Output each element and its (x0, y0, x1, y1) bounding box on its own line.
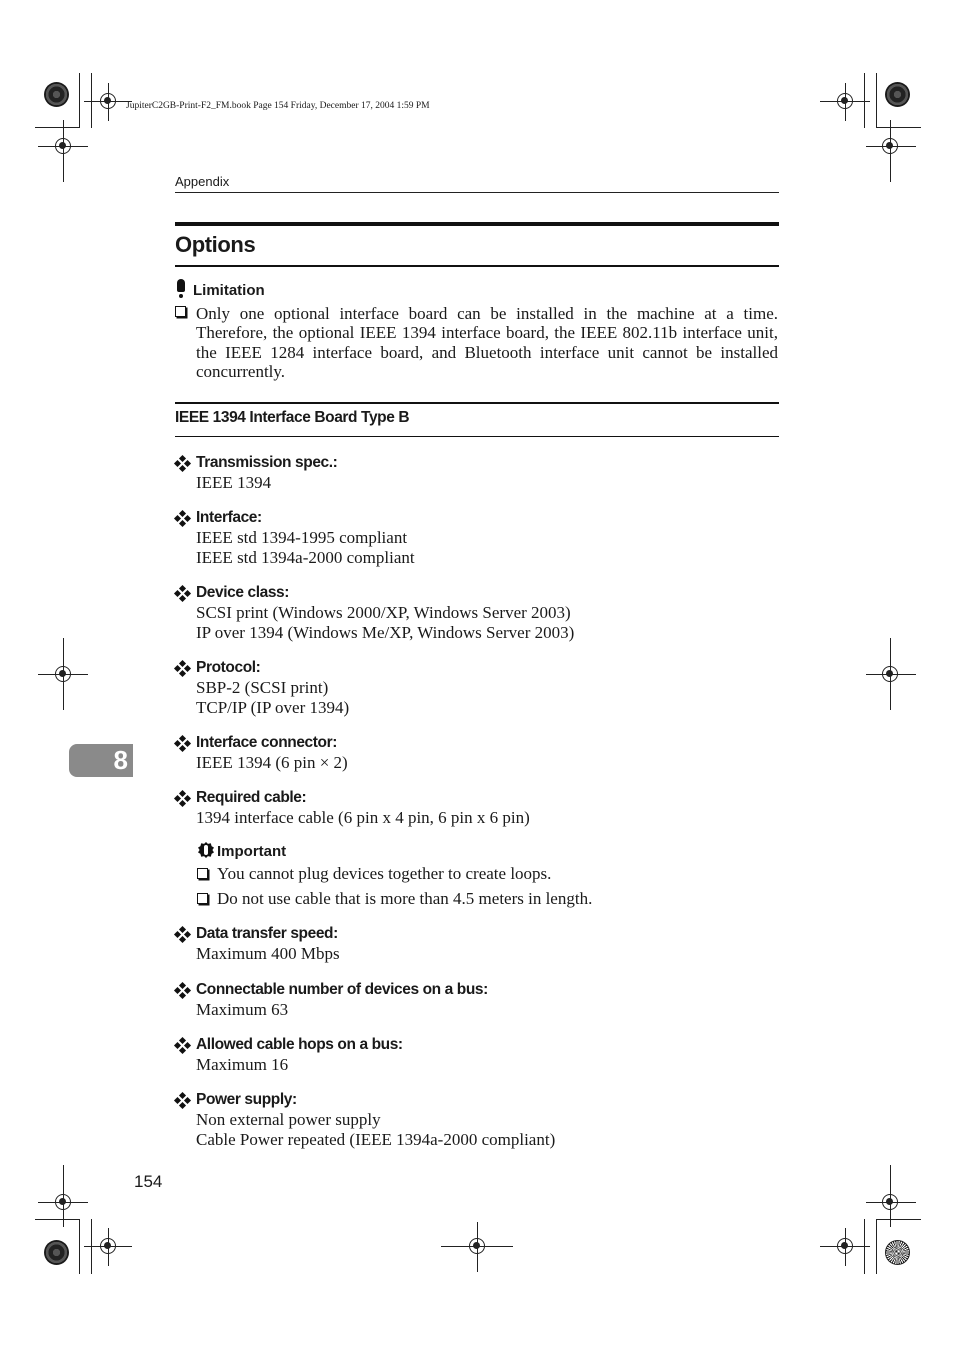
spec-value: IP over 1394 (Windows Me/XP, Windows Server 2003) (196, 622, 575, 642)
spec-item (175, 453, 337, 493)
chapter-tab: 8 (69, 744, 133, 777)
spec-value: Cable Power repeated (IEEE 1394a-2000 compliant) (196, 1129, 556, 1149)
checkbox-bullet-icon (197, 893, 208, 904)
crosshair-target-icon (55, 666, 71, 682)
title-rule (175, 222, 779, 226)
crosshair-target-icon (882, 666, 898, 682)
spec-value: SCSI print (Windows 2000/XP, Windows Server 2003) (196, 603, 571, 622)
crosshair-target-icon (100, 93, 116, 109)
important-item (197, 864, 551, 883)
important-label: Important (217, 842, 287, 860)
crosshair-target-icon (882, 1194, 898, 1210)
important-item (197, 889, 592, 908)
crosshair-target-icon (100, 1238, 116, 1254)
spec-item (175, 733, 348, 773)
spec-value: Maximum 400 Mbps (196, 944, 340, 963)
limitation-text: Only one optional interface board can be installed in the machine at a time. Therefore, the optional IEEE 1394 interface board, the IEEE 802.11b interface unit, the IEEE 1284 interface board, and Bluetooth interface unit cannot be installed concurrently. (196, 304, 778, 381)
limitation-label: Limitation (193, 282, 265, 299)
spec-item (175, 583, 574, 642)
spec-value: IEEE 1394 (6 pin × 2) (196, 753, 348, 772)
spec-label: Transmission spec.: (196, 454, 338, 471)
limitation-heading (175, 279, 265, 299)
page-number: 154 (134, 1172, 163, 1191)
title-rule (175, 265, 779, 267)
diamond-bullet-icon (175, 511, 190, 526)
spec-value: IEEE std 1394-1995 compliant (196, 528, 408, 547)
crosshair-target-icon (837, 1238, 853, 1254)
diamond-bullet-icon (175, 661, 190, 676)
registration-disc-icon (885, 1240, 910, 1265)
spec-label: Protocol: (196, 659, 261, 676)
spec-item (175, 924, 340, 964)
page-title: Options (175, 232, 256, 257)
spec-value: Maximum 16 (196, 1055, 289, 1074)
spec-value: IEEE std 1394a-2000 compliant (196, 547, 415, 567)
registration-disc-icon (885, 82, 910, 107)
diamond-bullet-icon (175, 983, 190, 998)
diamond-bullet-icon (175, 927, 190, 942)
spec-item (175, 980, 488, 1020)
diamond-bullet-icon (175, 1093, 190, 1108)
spec-label: Allowed cable hops on a bus: (196, 1036, 403, 1053)
crosshair-target-icon (55, 1194, 71, 1210)
spec-value: Non external power supply (196, 1110, 381, 1129)
header-rule (175, 192, 779, 193)
spec-item (175, 658, 349, 717)
important-item-text: Do not use cable that is more than 4.5 meters in length. (217, 889, 593, 908)
spec-label: Interface: (196, 509, 262, 526)
spec-label: Device class: (196, 584, 290, 601)
spec-label: Data transfer speed: (196, 925, 338, 942)
crosshair-target-icon (837, 93, 853, 109)
spec-value: IEEE 1394 (196, 473, 272, 492)
important-heading (197, 841, 286, 861)
registration-disc-icon (44, 82, 69, 107)
spec-item (175, 508, 415, 567)
spec-item (175, 1035, 403, 1075)
crosshair-target-icon (469, 1238, 485, 1254)
spec-value: 1394 interface cable (6 pin x 4 pin, 6 pin x 6 pin) (196, 808, 530, 827)
diamond-bullet-icon (175, 791, 190, 806)
spec-value: SBP-2 (SCSI print) (196, 678, 329, 697)
spec-value: Maximum 63 (196, 1000, 289, 1019)
spec-label: Power supply: (196, 1091, 297, 1108)
section-rule (175, 402, 779, 404)
running-head: Appendix (175, 174, 230, 189)
crosshair-target-icon (882, 138, 898, 154)
checkbox-bullet-icon (197, 868, 208, 879)
exclamation-icon (175, 279, 187, 299)
diamond-bullet-icon (175, 456, 190, 471)
spec-item (175, 788, 530, 828)
important-item-text: You cannot plug devices together to create loops. (217, 864, 552, 883)
diamond-bullet-icon (175, 1038, 190, 1053)
section-rule (175, 436, 779, 437)
registration-disc-icon (44, 1240, 69, 1265)
checkbox-bullet-icon (175, 305, 186, 321)
crosshair-target-icon (55, 138, 71, 154)
spec-item (175, 1090, 555, 1149)
file-info: JupiterC2GB-Print-F2_FM.book Page 154 Friday, December 17, 2004 1:59 PM (126, 101, 430, 111)
spec-label: Interface connector: (196, 734, 338, 751)
spec-label: Required cable: (196, 789, 307, 806)
section-title: IEEE 1394 Interface Board Type B (175, 409, 410, 426)
diamond-bullet-icon (175, 736, 190, 751)
important-badge-icon (197, 841, 215, 861)
spec-label: Connectable number of devices on a bus: (196, 981, 488, 998)
diamond-bullet-icon (175, 586, 190, 601)
spec-value: TCP/IP (IP over 1394) (196, 697, 350, 717)
